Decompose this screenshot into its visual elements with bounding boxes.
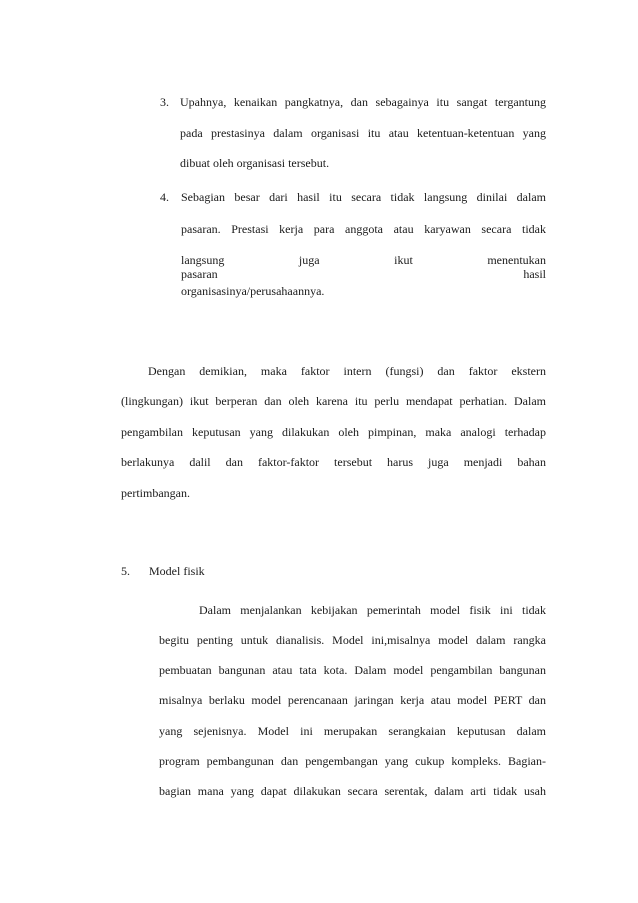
- list-number-4: 4.: [160, 190, 169, 204]
- list-item-3-line-2: pada prestasinya dalam organisasi itu atau ketentuan-ketentuan yang: [180, 126, 546, 140]
- list-item-4-line-1: Sebagian besar dari hasil itu secara tidak langsung dinilai dalam: [181, 190, 546, 204]
- paragraph-1-line-4: berlakunya dalil dan faktor-faktor tersebut harus juga menjadi bahan: [121, 455, 546, 469]
- section-title: Model fisik: [149, 564, 205, 578]
- list-item-3-line-1: Upahnya, kenaikan pangkatnya, dan sebagainya itu sangat tergantung: [180, 95, 546, 109]
- paragraph-2-line-3: pembuatan bangunan atau tata kota. Dalam model pengambilan bangunan: [159, 663, 546, 677]
- paragraph-2-line-1: Dalam menjalankan kebijakan pemerintah model fisik ini tidak: [199, 603, 546, 617]
- paragraph-1-line-5: pertimbangan.: [121, 486, 190, 500]
- section-number: 5.: [121, 564, 130, 578]
- paragraph-2-line-4: misalnya berlaku model perencanaan jaringan kerja atau model PERT dan: [159, 693, 546, 707]
- list-item-4-line-2: pasaran. Prestasi kerja para anggota atau karyawan secara tidak: [181, 222, 546, 236]
- list-number-3: 3.: [160, 95, 169, 109]
- paragraph-2-line-7: bagian mana yang dapat dilakukan secara serentak, dalam arti tidak usah: [159, 784, 546, 798]
- list-item-3-line-3: dibuat oleh organisasi tersebut.: [180, 156, 330, 170]
- paragraph-2-line-2: begitu penting untuk dianalisis. Model ini,misalnya model dalam rangka: [159, 633, 546, 647]
- list-item-4-line-3: langsung juga ikut menentukan pasaran hasil: [181, 253, 546, 281]
- paragraph-1-line-1: Dengan demikian, maka faktor intern (fungsi) dan faktor ekstern: [148, 364, 546, 378]
- paragraph-2-line-5: yang sejenisnya. Model ini merupakan serangkaian keputusan dalam: [159, 724, 546, 738]
- paragraph-2-line-6: program pembangunan dan pengembangan yang cukup kompleks. Bagian-: [159, 754, 546, 768]
- paragraph-1-line-3: pengambilan keputusan yang dilakukan oleh pimpinan, maka analogi terhadap: [121, 425, 546, 439]
- list-item-4-line-4: organisasinya/perusahaannya.: [181, 284, 325, 298]
- paragraph-1-line-2: (lingkungan) ikut berperan dan oleh karena itu perlu mendapat perhatian. Dalam: [121, 394, 546, 408]
